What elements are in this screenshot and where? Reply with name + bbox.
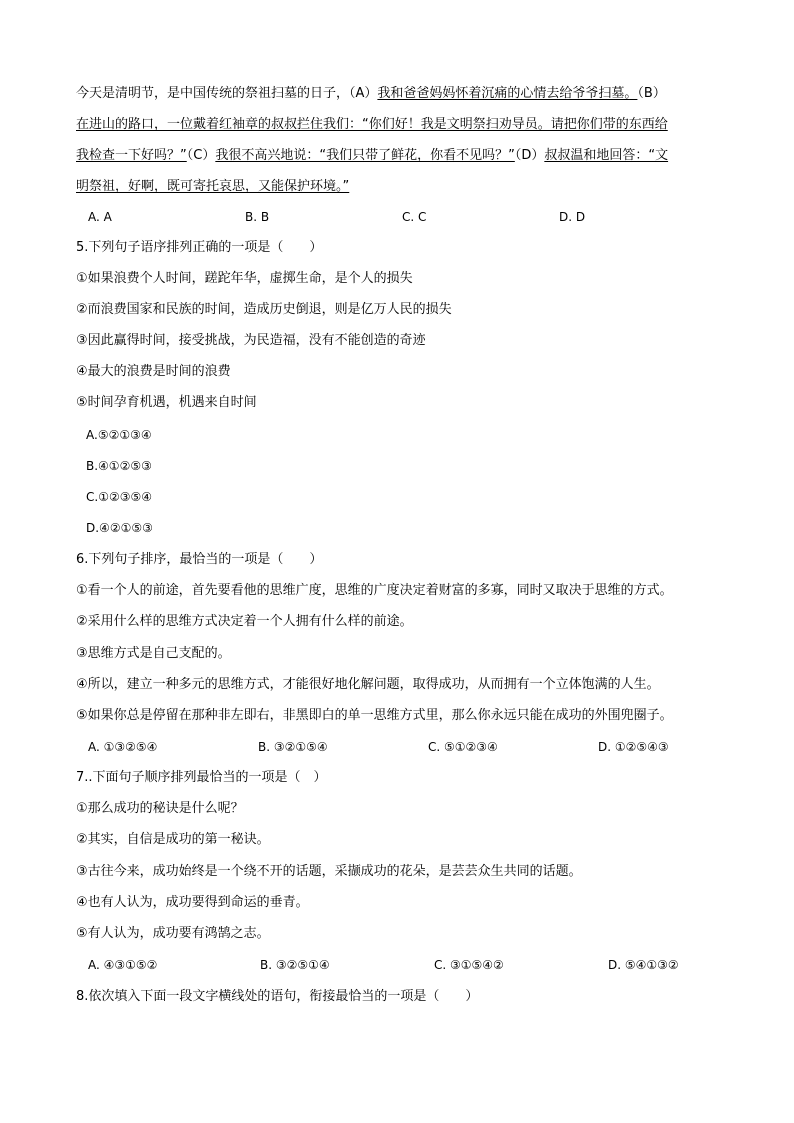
passage-text: 今天是清明节，是中国传统的祭祖扫墓的日子，（A） (76, 86, 378, 101)
q7-item-4: ④也有人认为，成功要得到命运的垂青。 (76, 895, 309, 910)
q6-item-3: ③思维方式是自己支配的。 (76, 646, 231, 661)
q7-option-c[interactable]: C. ③①⑤④② (434, 958, 504, 972)
q6-item-5: ⑤如果你总是停留在那种非左即右，非黑即白的单一思维方式里，那么你永远只能在成功的外围兜圈子。 (76, 708, 673, 723)
q7-option-a[interactable]: A. ④③①⑤② (88, 958, 158, 972)
q5-item-1: ①如果浪费个人时间，蹉跎年华，虚掷生命，是个人的损失 (76, 271, 413, 286)
q6-item-2: ②采用什么样的思维方式决定着一个人拥有什么样的前途。 (76, 614, 413, 629)
q4-option-b[interactable]: B. B (245, 210, 270, 224)
q7-item-1: ①那么成功的秘诀是什么呢？ (76, 801, 244, 816)
q7-option-d[interactable]: D. ⑤④①③② (608, 958, 679, 972)
marker-d: （D） (514, 148, 545, 163)
sentence-b-end: 我检查一下好吗？” (76, 148, 187, 163)
marker-c: （C） (186, 148, 216, 163)
passage-line-1 (76, 85, 726, 103)
q8-stem: 8.依次填入下面一段文字横线处的语句，衔接最恰当的一项是（ ） (76, 989, 479, 1004)
q5-item-3: ③因此赢得时间，接受挑战，为民造福，没有不能创造的奇迹 (76, 333, 426, 348)
passage-line-2 (76, 116, 726, 134)
q4-option-c[interactable]: C. C (402, 210, 427, 224)
sentence-d-end: 明祭祖，好啊，既可寄托哀思，又能保护环境。” (76, 179, 350, 194)
passage-line-4 (76, 178, 726, 196)
q5-option-a[interactable]: A.⑤②①③④ (86, 428, 152, 442)
q7-options (88, 956, 728, 974)
q7-option-b[interactable]: B. ③②⑤①④ (260, 958, 330, 972)
q5-stem: 5.下列句子语序排列正确的一项是（ ） (76, 240, 323, 255)
q5-option-d[interactable]: D.④②①⑤③ (86, 521, 153, 535)
q7-stem: 7..下面句子顺序排列最恰当的一项是（ ） (76, 770, 327, 785)
q5-item-4: ④最大的浪费是时间的浪费 (76, 364, 231, 379)
q5-item-5: ⑤时间孕育机遇，机遇来自时间 (76, 395, 257, 410)
q4-options (88, 208, 728, 226)
q6-option-c[interactable]: C. ⑤①②③④ (428, 740, 498, 754)
q7-item-2: ②其实，自信是成功的第一秘诀。 (76, 832, 270, 847)
q6-item-1: ①看一个人的前途，首先要看他的思维广度，思维的广度决定着财富的多寡，同时又取决于思维的方式。 (76, 583, 673, 598)
q6-option-b[interactable]: B. ③②①⑤④ (258, 740, 328, 754)
q6-stem: 6.下列句子排序，最恰当的一项是（ ） (76, 552, 323, 567)
q5-option-b[interactable]: B.④①②⑤③ (86, 459, 152, 473)
sentence-b: 在进山的路口，一位戴着红袖章的叔叔拦住我们：“你们好！我是文明祭扫劝导员。请把你们带的东西给 (76, 117, 668, 132)
q6-option-d[interactable]: D. ①②⑤④③ (598, 740, 669, 754)
q6-option-a[interactable]: A. ①③②⑤④ (88, 740, 158, 754)
q5-option-c[interactable]: C.①②③⑤④ (86, 490, 152, 504)
q6-options (88, 738, 728, 756)
passage-line-3 (76, 147, 726, 165)
q6-item-4: ④所以，建立一种多元的思维方式，才能很好地化解问题，取得成功，从而拥有一个立体饱满的人生。 (76, 677, 660, 692)
sentence-c: 我很不高兴地说：“我们只带了鲜花，你看不见吗？” (215, 148, 515, 163)
q4-option-a[interactable]: A. A (88, 210, 112, 224)
q7-item-5: ⑤有人认为，成功要有鸿鹄之志。 (76, 926, 270, 941)
q4-option-d[interactable]: D. D (559, 210, 586, 224)
sentence-a: 我和爸爸妈妈怀着沉痛的心情去给爷爷扫墓。 (377, 86, 638, 101)
q7-item-3: ③古往今来，成功始终是一个绕不开的话题，采撷成功的花朵，是芸芸众生共同的话题。 (76, 864, 582, 879)
marker-b: （B） (637, 86, 666, 101)
sentence-d: 叔叔温和地回答：“文 (544, 148, 669, 163)
q5-item-2: ②而浪费国家和民族的时间，造成历史倒退，则是亿万人民的损失 (76, 302, 452, 317)
